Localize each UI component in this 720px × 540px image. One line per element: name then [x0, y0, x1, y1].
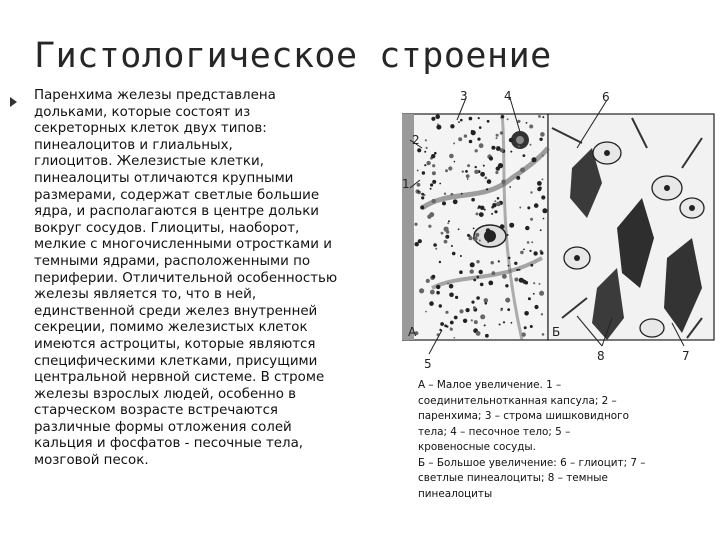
- cell-dot: [509, 186, 511, 188]
- cell-dot: [524, 326, 527, 329]
- body-line: темными ядрами, расположенными по: [34, 253, 311, 269]
- cell-dot: [509, 223, 514, 228]
- cell-dot: [430, 188, 432, 190]
- cell-dot: [484, 177, 487, 180]
- cell-dot: [447, 222, 449, 224]
- body-line: пинеалоциты отличаются крупными: [34, 170, 294, 186]
- cell-dot: [479, 212, 484, 217]
- cell-dot: [538, 115, 541, 118]
- cell-dot: [511, 322, 513, 324]
- cell-dot: [507, 308, 510, 311]
- cell-dot: [491, 261, 494, 264]
- cell-dot: [476, 212, 479, 215]
- cell-dot: [487, 120, 490, 123]
- cell-dot: [466, 308, 470, 312]
- body-line: размерами, содержат светлые большие: [34, 187, 320, 203]
- cell-dot: [453, 142, 455, 144]
- cell-dot: [524, 311, 529, 316]
- cell-dot: [491, 146, 495, 150]
- body-line: мозговой песок.: [34, 453, 149, 469]
- cell-dot: [530, 191, 532, 193]
- cell-dot: [439, 183, 441, 185]
- cell-dot: [530, 218, 533, 221]
- cell-dot: [445, 311, 448, 314]
- cell-dot: [501, 115, 504, 118]
- cell-dot: [480, 314, 485, 319]
- cell-dot: [436, 125, 441, 130]
- cell-dot: [486, 188, 488, 190]
- cell-dot: [432, 199, 436, 203]
- cell-dot: [484, 324, 486, 326]
- histology-figure: [402, 88, 718, 388]
- cell-dot: [465, 170, 468, 173]
- cell-dot: [424, 164, 426, 166]
- cell-dot: [431, 154, 435, 158]
- cell-dot: [523, 249, 525, 251]
- cell-dot: [527, 241, 530, 244]
- cell-dot: [439, 261, 441, 263]
- cell-dot: [496, 202, 501, 207]
- cell-dot: [487, 179, 492, 184]
- cell-dot: [451, 245, 453, 247]
- cell-dot: [473, 279, 476, 282]
- cell-dot: [542, 208, 547, 213]
- body-line: старческом возрасте встречаются: [34, 403, 278, 419]
- body-line: железы является то, что в ней,: [34, 287, 257, 303]
- body-line: центральной нервной системе. В строме: [34, 370, 325, 386]
- cell-dot: [424, 151, 426, 153]
- cell-dot: [473, 237, 475, 239]
- cell-dot: [473, 228, 475, 230]
- cell-dot: [459, 270, 463, 274]
- cell-dot: [437, 123, 439, 125]
- cell-dot: [510, 151, 512, 153]
- cell-dot: [531, 241, 533, 243]
- cell-dot: [458, 228, 460, 230]
- cell-dot: [449, 154, 454, 159]
- cell-dot: [486, 228, 490, 232]
- cell-dot: [503, 321, 505, 323]
- cell-dot: [527, 206, 530, 209]
- cell-dot: [496, 137, 498, 139]
- cell-dot: [534, 305, 538, 309]
- cell-dot: [450, 328, 453, 331]
- cell-dot: [514, 278, 518, 282]
- cell-dot: [433, 243, 437, 247]
- caption-line: кровеносные сосуды.: [418, 441, 536, 453]
- cell-dot: [432, 275, 436, 279]
- cell-dot: [454, 161, 456, 163]
- cell-dot: [532, 157, 537, 162]
- cell-dot: [518, 145, 520, 147]
- body-line: различные формы отложения солей: [34, 419, 292, 435]
- cell-dot: [507, 118, 509, 120]
- cell-dot: [541, 195, 545, 199]
- label-4: 4: [504, 89, 512, 103]
- cell-dot: [539, 291, 544, 296]
- body-line: специфическими клетками, присущими: [34, 353, 318, 369]
- cell-dot: [540, 229, 542, 231]
- cell-dot: [507, 234, 509, 236]
- cell-dot: [434, 152, 437, 155]
- cell-dot: [452, 252, 456, 256]
- cell-dot: [498, 163, 503, 168]
- body-line: имеются астроциты, которые являются: [34, 336, 316, 352]
- body-line: железы взрослых людей, особенно в: [34, 386, 297, 402]
- bullet-arrow-icon: [10, 97, 17, 107]
- cell-dot: [427, 215, 431, 219]
- cell-dot: [432, 171, 436, 175]
- cell-dot: [444, 324, 447, 327]
- cell-dot: [466, 174, 470, 178]
- cell-dot: [450, 124, 454, 128]
- cell-dot: [500, 131, 503, 134]
- cell-dot: [478, 205, 481, 208]
- cell-dot: [415, 242, 419, 246]
- cell-dot: [426, 279, 430, 283]
- cell-dot: [537, 181, 542, 186]
- cell-dot: [487, 241, 489, 243]
- caption-line: Б – Большое увеличение: 6 – глиоцит; 7 –: [418, 456, 646, 469]
- cell-dot: [449, 293, 454, 298]
- cell-dot: [417, 148, 421, 152]
- slide-title: Гистологическое строение: [34, 36, 552, 76]
- cell-dot: [419, 288, 424, 293]
- cell-dot: [500, 309, 502, 311]
- cell-dot: [530, 325, 533, 328]
- cell-dot: [470, 262, 475, 267]
- cell-dot: [479, 270, 483, 274]
- cell-dot: [444, 240, 448, 244]
- cell-dot: [463, 319, 467, 323]
- cell-dot: [540, 251, 543, 254]
- cell-dot: [494, 210, 497, 213]
- cell-dot: [501, 180, 505, 184]
- cell-dot: [520, 251, 524, 255]
- figure-caption: [418, 378, 716, 502]
- cell-dot: [425, 139, 427, 141]
- cell-dot: [542, 116, 544, 118]
- cell-dot: [541, 313, 543, 315]
- cell-dot: [462, 170, 464, 172]
- cell-dot: [496, 134, 499, 137]
- histology-illustration: [402, 88, 718, 388]
- body-paragraph: [34, 88, 406, 470]
- cell-dot: [530, 144, 532, 146]
- cell-dot: [494, 200, 496, 202]
- cell-dot: [461, 193, 463, 195]
- cell-dot: [477, 138, 480, 141]
- cell-dot: [539, 138, 542, 141]
- cell-dot: [542, 155, 544, 157]
- cell-dot: [425, 311, 427, 313]
- caption-line: светлые пинеалоциты; 8 – темные: [418, 472, 608, 484]
- cell-dot: [479, 143, 484, 148]
- cell-dot: [542, 333, 545, 336]
- body-line: секреции, помимо железистых клеток: [34, 320, 308, 336]
- cell-dot: [471, 319, 473, 321]
- cell-dot: [471, 301, 474, 304]
- cell-dot: [435, 248, 437, 250]
- cell-dot: [476, 260, 479, 263]
- cell-dot: [495, 171, 498, 174]
- cell-dot: [502, 274, 507, 279]
- cell-dot: [473, 236, 478, 241]
- cell-dot: [460, 119, 463, 122]
- cell-dot: [471, 130, 473, 132]
- cell-dot: [432, 164, 435, 167]
- cell-dot: [541, 178, 543, 180]
- cell-dot: [500, 224, 505, 229]
- cell-dot: [417, 190, 419, 192]
- cell-dot: [467, 234, 470, 237]
- cell-dot: [442, 201, 446, 205]
- body-line: периферии. Отличительной особенностью: [34, 270, 338, 286]
- cell-dot: [473, 306, 476, 309]
- label-1: 1: [402, 177, 410, 191]
- label-8: 8: [597, 349, 605, 363]
- cell-dot: [489, 156, 493, 160]
- body-line: пинеалоцитов и глиальных,: [34, 137, 233, 153]
- cell-dot: [449, 284, 454, 289]
- cell-dot: [522, 332, 526, 336]
- caption-line: соединительнотканная капсула; 2 –: [418, 394, 617, 407]
- cell-dot: [528, 297, 531, 300]
- cell-dot: [498, 260, 500, 262]
- cell-dot: [460, 255, 462, 257]
- cell-dot: [480, 283, 484, 287]
- cell-dot: [454, 316, 458, 320]
- cell-dot: [426, 161, 430, 165]
- cell-dot: [414, 223, 417, 226]
- cell-dot: [476, 331, 481, 336]
- cell-dot: [543, 218, 545, 220]
- cell-dot: [488, 281, 493, 286]
- cell-dot: [435, 114, 440, 119]
- cell-dot: [454, 337, 456, 339]
- cell-dot: [445, 235, 449, 239]
- cell-dot: [430, 290, 435, 295]
- cell-dot: [475, 233, 479, 237]
- body-line: глиоцитов. Железистые клетки,: [34, 154, 264, 170]
- cell-dot: [467, 178, 469, 180]
- cell-dot: [526, 122, 528, 124]
- cell-dot: [417, 170, 419, 172]
- cell-dot: [499, 324, 501, 326]
- label-3: 3: [460, 89, 468, 103]
- cell-dot: [458, 121, 460, 123]
- cell-dot: [477, 276, 480, 279]
- cell-dot: [479, 126, 482, 129]
- caption-line: тела; 4 – песочное тело; 5 –: [418, 425, 571, 438]
- cell-dot: [455, 296, 458, 299]
- cell-dot: [529, 125, 533, 129]
- panel-b-label: Б: [552, 325, 561, 339]
- cell-dot: [529, 250, 531, 252]
- cell-dot: [519, 207, 521, 209]
- cell-dot: [516, 176, 520, 180]
- cell-dot: [485, 302, 488, 305]
- capsule-band: [402, 114, 414, 340]
- cell-dot: [476, 296, 480, 300]
- label-5: 5: [424, 357, 432, 371]
- cell-dot: [533, 251, 537, 255]
- cell-dot: [534, 203, 539, 208]
- cell-dot: [505, 298, 510, 303]
- cell-dot: [422, 171, 425, 174]
- cell-dot: [436, 285, 440, 289]
- body-line: Паренхима железы представлена: [34, 88, 276, 103]
- cell-dot: [491, 213, 493, 215]
- cell-dot: [448, 166, 452, 170]
- cell-dot: [480, 172, 485, 177]
- cell-dot: [492, 271, 496, 275]
- cell-dot: [469, 140, 473, 144]
- body-line: кальция и фосфатов - песочные тела,: [34, 436, 304, 452]
- cell-dot: [450, 321, 454, 325]
- caption-line: А – Малое увеличение. 1 –: [418, 379, 562, 391]
- cell-dot: [485, 334, 489, 338]
- body-line: ядра, и располагаются в центре дольки: [34, 204, 320, 220]
- cell-dot: [530, 264, 533, 267]
- label-2: 2: [412, 133, 420, 147]
- cell-dot: [470, 269, 474, 273]
- cell-dot: [539, 283, 541, 285]
- cell-dot: [509, 138, 513, 142]
- cell-dot: [459, 309, 463, 313]
- label-6: 6: [602, 90, 610, 104]
- cell-dot: [520, 168, 525, 173]
- cell-dot: [514, 262, 517, 265]
- cell-dot: [445, 169, 448, 172]
- cell-dot: [447, 283, 449, 285]
- cell-dot: [439, 304, 442, 307]
- cell-dot: [496, 147, 498, 149]
- body-line: дольками, которые состоят из: [34, 104, 251, 120]
- cell-dot: [474, 320, 478, 324]
- cell-dot: [517, 120, 520, 123]
- panel-a-label: А: [408, 325, 417, 339]
- cell-dot: [436, 291, 440, 295]
- cell-dot: [471, 198, 475, 202]
- cell-dot: [475, 166, 477, 168]
- cell-dot: [483, 165, 485, 167]
- cell-dot: [508, 257, 511, 260]
- cell-dot: [441, 232, 444, 235]
- cell-dot: [519, 278, 524, 283]
- cell-dot: [421, 196, 424, 199]
- cell-dot: [453, 199, 458, 204]
- cell-dot: [417, 183, 421, 187]
- cell-dot: [492, 203, 496, 207]
- cell-dot: [475, 149, 478, 152]
- body-line: вокруг сосудов. Глиоциты, наоборот,: [34, 220, 300, 236]
- cell-dot: [451, 193, 454, 196]
- cell-dot: [533, 282, 535, 284]
- caption-line: паренхима; 3 – строма шишковидного: [418, 410, 629, 422]
- cell-dot: [469, 117, 473, 121]
- cell-dot: [525, 226, 529, 230]
- cell-dot: [420, 206, 424, 210]
- cell-dot: [505, 284, 508, 287]
- cell-dot: [464, 134, 467, 137]
- body-line: единственной среди желез внутренней: [34, 303, 318, 319]
- cell-dot: [508, 265, 510, 267]
- cell-dot: [418, 239, 422, 243]
- cell-dot: [429, 301, 434, 306]
- cell-dot: [523, 154, 526, 157]
- cell-dot: [444, 193, 446, 195]
- cell-dot: [479, 240, 481, 242]
- cell-dot: [519, 269, 521, 271]
- label-7: 7: [682, 349, 690, 363]
- cell-dot: [444, 227, 449, 232]
- cell-dot: [421, 193, 424, 196]
- caption-line: пинеалоциты: [418, 487, 493, 500]
- body-line: секреторных клеток двух типов:: [34, 121, 267, 137]
- cell-dot: [431, 117, 435, 121]
- cell-dot: [440, 322, 444, 326]
- body-line: мелкие с многочисленными отростками и: [34, 237, 332, 253]
- cell-dot: [478, 117, 480, 119]
- cell-dot: [497, 197, 500, 200]
- cell-dot: [430, 183, 433, 186]
- cell-dot: [458, 137, 462, 141]
- cell-dot: [432, 180, 436, 184]
- cell-dot: [537, 187, 541, 191]
- cell-dot: [516, 269, 518, 271]
- cell-dot: [533, 293, 535, 295]
- cell-dot: [426, 147, 428, 149]
- cell-dot: [474, 170, 478, 174]
- cell-dot: [540, 132, 545, 137]
- cell-dot: [467, 164, 470, 167]
- cell-dot: [428, 225, 431, 228]
- cell-dot: [448, 220, 450, 222]
